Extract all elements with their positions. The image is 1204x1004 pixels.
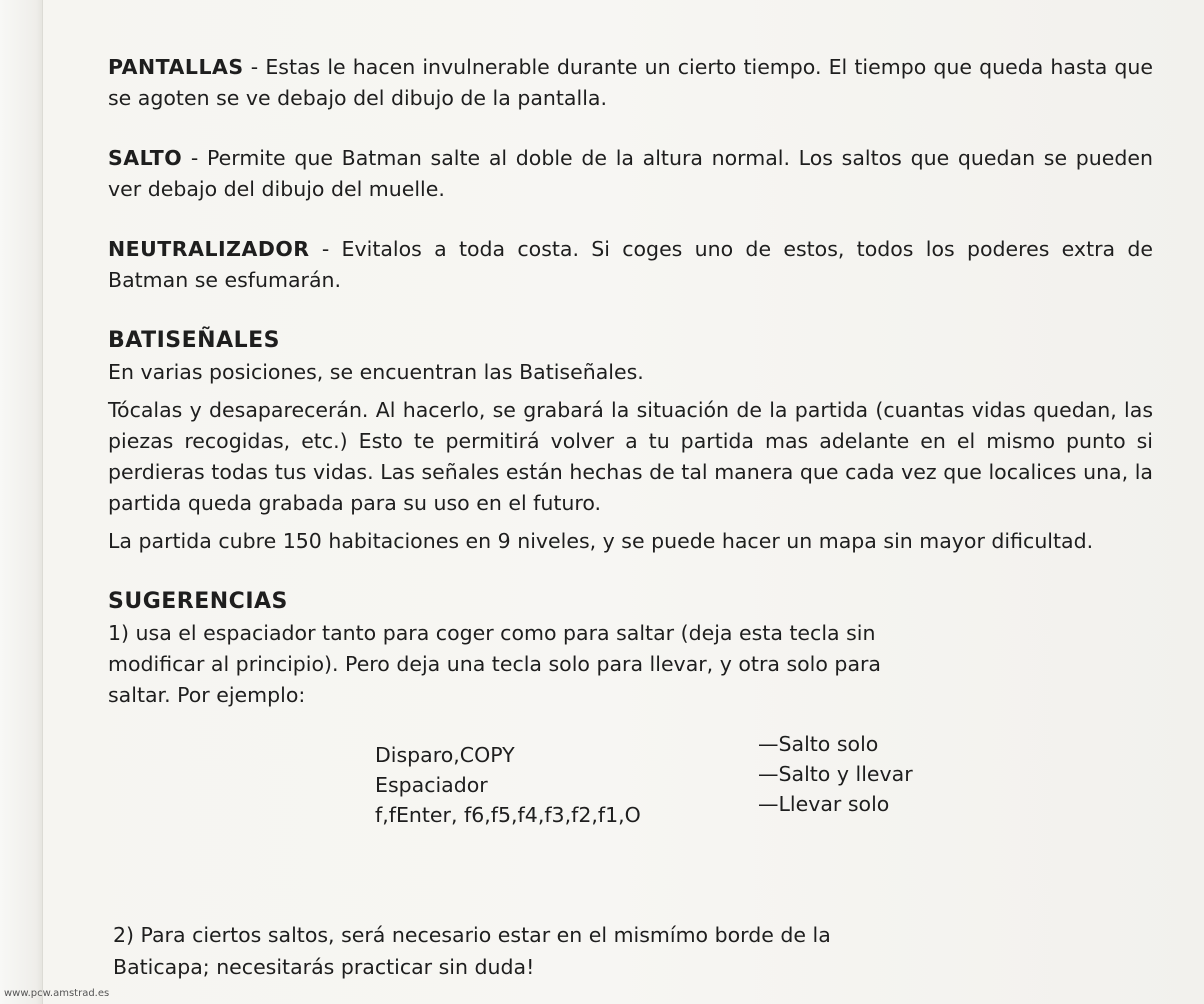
tip-2-paragraph: 2) Para ciertos saltos, será necesario estar en el mismímo borde de la Baticapa; necesitarás practicar sin duda! <box>113 922 831 979</box>
batisenales-line: En varias posiciones, se encuentran las Batiseñales. <box>108 360 644 384</box>
neutralizador-term: NEUTRALIZADOR <box>108 237 310 261</box>
batisenales-paragraph-2: La partida cubre 150 habitaciones en 9 niveles, y se puede hacer un mapa sin mayor dificultad. <box>108 529 1094 553</box>
key-column <box>375 740 641 830</box>
pantallas-text: - Estas le hacen invulnerable durante un cierto tiempo. El tiempo que queda hasta que se agoten se ve debajo del dibujo de la pantalla. <box>108 55 1153 110</box>
batisenales-paragraph-1: Tócalas y desaparecerán. Al hacerlo, se grabará la situación de la partida (cuantas vidas quedan, las piezas recogidas, etc.) Esto te permitirá volver a tu partida mas adelante en el mismo punto si perdieras todas tus vidas. Las señales están hechas de tal manera que cada vez que localices una, la partida queda grabada para su uso en el futuro. <box>108 398 1153 515</box>
key-mapping-table <box>108 719 1153 839</box>
neutralizador-text: - Evitalos a toda costa. Si coges uno de estos, todos los poderes extra de Batman se esfumarán. <box>108 237 1153 292</box>
key-action: —Salto solo <box>758 732 879 756</box>
salto-term: SALTO <box>108 146 183 170</box>
manual-text <box>108 52 1153 839</box>
page-fold-edge <box>0 0 43 1004</box>
batisenales-heading: BATISEÑALES <box>108 328 280 353</box>
key-name: Espaciador <box>375 773 488 797</box>
neutralizador-paragraph <box>108 234 1153 296</box>
salto-paragraph <box>108 143 1153 205</box>
key-name: Disparo,COPY <box>375 743 515 767</box>
action-column <box>758 729 913 819</box>
salto-text: - Permite que Batman salte al doble de la altura normal. Los saltos que quedan se pueden ver debajo del dibujo del muelle. <box>108 146 1153 201</box>
pantallas-term: PANTALLAS <box>108 55 244 79</box>
tip-1-paragraph: 1) usa el espaciador tanto para coger como para saltar (deja esta tecla sin modificar al principio). Pero deja una tecla solo para llevar, y otra solo para saltar. Por ejemplo: <box>108 621 881 707</box>
sugerencias-heading: SUGERENCIAS <box>108 589 288 614</box>
key-name: f,fEnter, f6,f5,f4,f3,f2,f1,O <box>375 803 641 827</box>
key-action: —Llevar solo <box>758 792 890 816</box>
key-action: —Salto y llevar <box>758 762 913 786</box>
pantallas-paragraph <box>108 52 1153 114</box>
source-url-watermark: www.pcw.amstrad.es <box>4 988 110 999</box>
